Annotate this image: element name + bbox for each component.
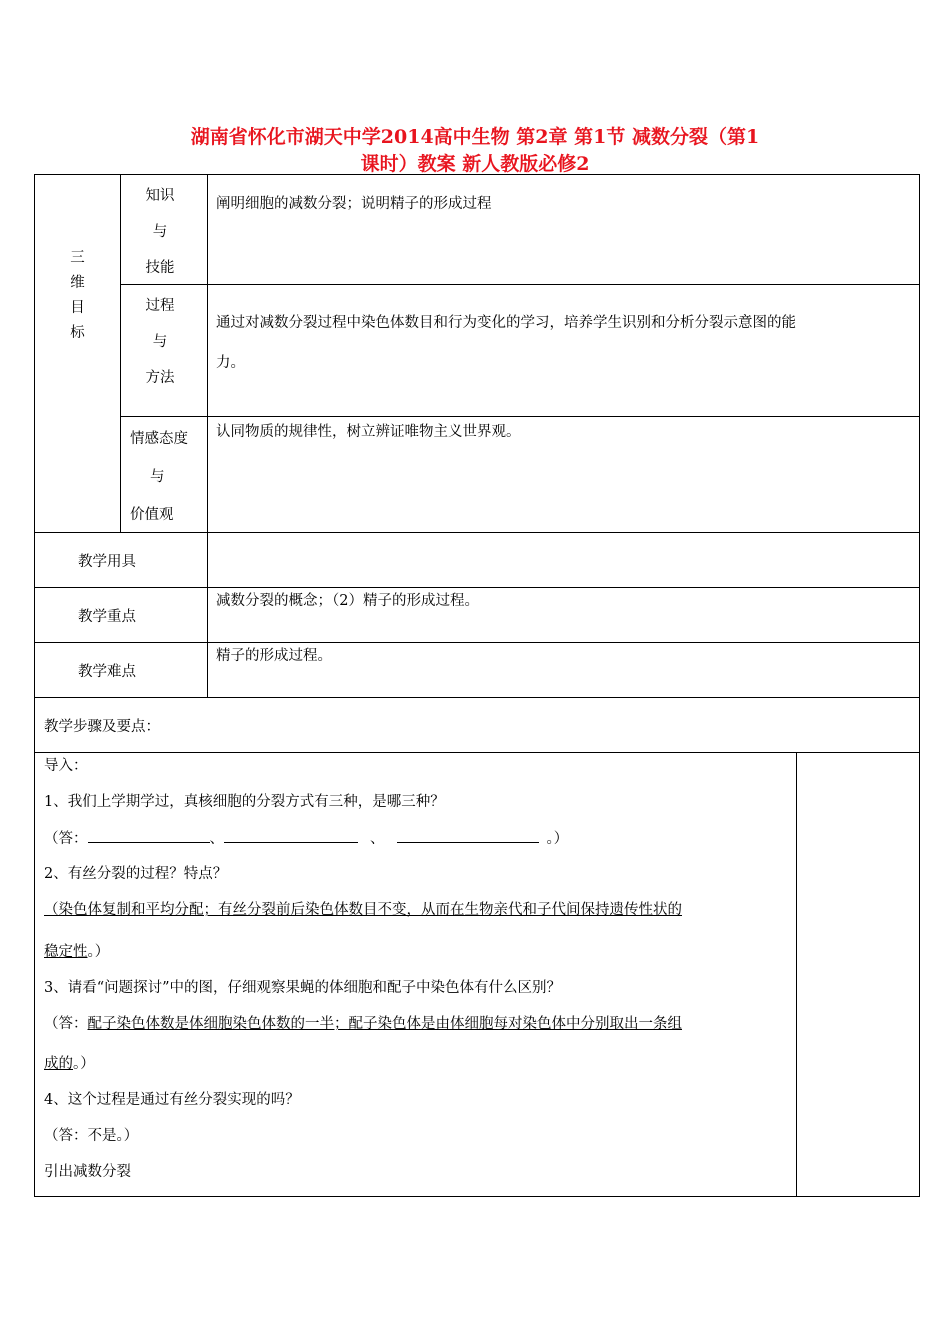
question-4: 4、这个过程是通过有丝分裂实现的吗？ xyxy=(44,1092,300,1108)
answer-blank-2 xyxy=(224,828,358,843)
steps-intro: 导入： xyxy=(44,758,88,774)
answer-2-line-2: 稳定性。） xyxy=(44,944,110,960)
steps-body-cell xyxy=(34,752,797,1197)
info-label-key-points: 教学重点 xyxy=(78,609,136,625)
info-label-tools: 教学用具 xyxy=(78,554,136,570)
objective-label-process: 过程 与 方法 xyxy=(145,298,175,386)
answer-3-line-2: 成的。） xyxy=(44,1056,95,1072)
info-content-key-points: 减数分裂的概念；（2）精子的形成过程。 xyxy=(216,593,479,609)
answer-blank-1 xyxy=(88,828,210,843)
objective-label-attitude: 情感态度 与 价值观 xyxy=(130,431,188,523)
objective-content-attitude: 认同物质的规律性，树立辨证唯物主义世界观。 xyxy=(216,424,521,440)
steps-outro: 引出减数分裂 xyxy=(44,1164,131,1180)
question-1: 1、我们上学期学过，真核细胞的分裂方式有三种，是哪三种？ xyxy=(44,794,445,810)
steps-header: 教学步骤及要点： xyxy=(44,719,160,735)
steps-header-cell xyxy=(34,697,920,753)
answer-blank-3 xyxy=(397,828,539,843)
answer-4: （答：不是。） xyxy=(44,1128,139,1144)
objectives-group-label: 三 维 目 标 xyxy=(70,250,85,341)
title-line-1: 湖南省怀化市湖天中学2014高中生物 第2章 第1节 减数分裂（第1 xyxy=(190,126,760,148)
answer-2-line-1: （染色体复制和平均分配；有丝分裂前后染色体数目不变，从而在生物亲代和子代间保持遗传性状的 xyxy=(44,902,682,918)
info-content-cell-tools xyxy=(207,532,920,588)
info-content-difficulties: 精子的形成过程。 xyxy=(216,648,332,664)
question-2: 2、有丝分裂的过程？特点？ xyxy=(44,866,228,882)
info-label-difficulties: 教学难点 xyxy=(78,664,136,680)
objective-content-knowledge: 阐明细胞的减数分裂；说明精子的形成过程 xyxy=(216,196,492,212)
steps-notes-cell xyxy=(796,752,920,1197)
objectives-group-cell xyxy=(34,174,121,533)
objective-label-knowledge: 知识 与 技能 xyxy=(145,188,175,276)
question-3: 3、请看“问题探讨”中的图，仔细观察果蝇的体细胞和配子中染色体有什么区别？ xyxy=(44,980,562,996)
objective-content-process: 通过对减数分裂过程中染色体数目和行为变化的学习，培养学生识别和分析分裂示意图的能 力。 xyxy=(216,315,796,371)
title-line-2: 课时）教案 新人教版必修2 xyxy=(360,153,590,175)
answer-3-line-1: （答：配子染色体数是体细胞染色体数的一半；配子染色体是由体细胞每对染色体中分别取出一条组 xyxy=(44,1016,682,1032)
answer-1: （答： 、 、 。） xyxy=(44,828,568,849)
objective-content-cell-knowledge xyxy=(207,174,920,285)
document-title xyxy=(0,124,950,178)
